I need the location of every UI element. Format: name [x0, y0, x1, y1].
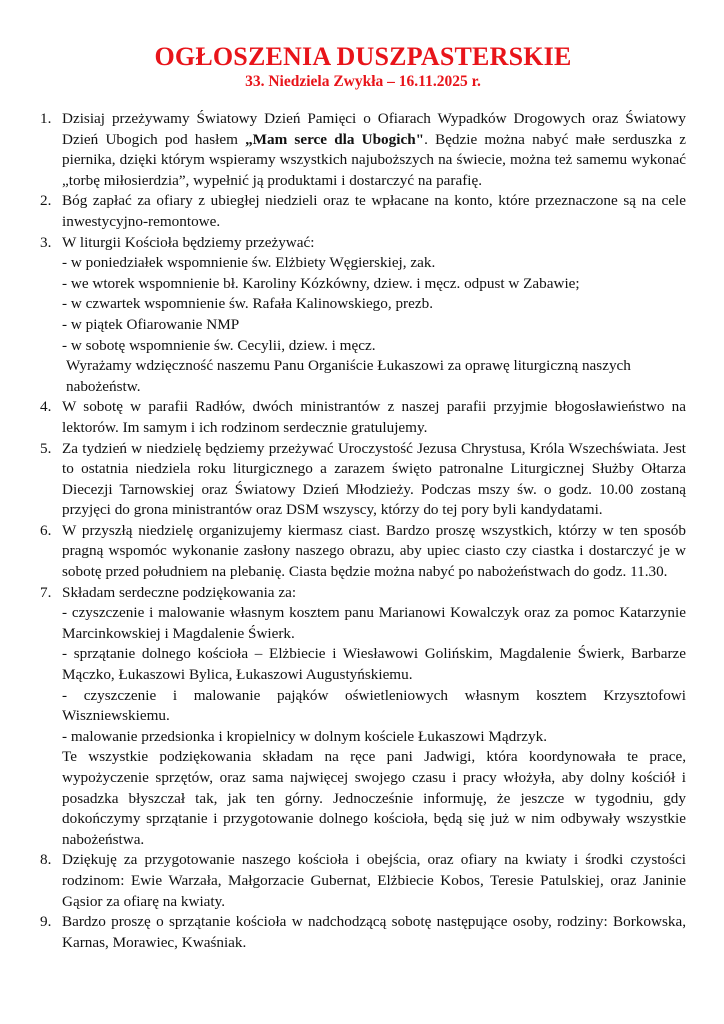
item-text-part: . Będzie można nabyć małe serduszka z piernika, dzięki którym wspieramy wszystkich najuboższych na świecie, można też samemu wykonać „torbę miłosierdzia”, wypełnić ją produktami i dostarczyć na parafię.: [62, 130, 686, 189]
item-text-part: Dzisiaj przeżywamy Światowy Dzień Pamięci o Ofiarach Wypadków Drogowych oraz Światowy Dzień Ubogich pod hasłem: [62, 110, 686, 148]
item-intro: W liturgii Kościoła będziemy przeżywać:: [62, 233, 315, 251]
page-subtitle: 33. Niedziela Zwykła – 16.11.2025 r.: [245, 73, 481, 90]
item-text: W sobotę w parafii Radłów, dwóch ministrantów z naszej parafii przyjmie błogosławieństwo na lektorów. Im samym i ich rodzinom serdecznie gratulujemy.: [62, 398, 686, 436]
liturgy-line: - w czwartek wspomnienie św. Rafała Kalinowskiego, prezb.: [62, 295, 433, 313]
item-text: Bardzo proszę o sprzątanie kościoła w nadchodzącą sobotę następujące osoby, rodziny: Borkowska, Karnas, Morawiec, Kwaśniak.: [62, 913, 686, 951]
list-item: [40, 439, 686, 521]
list-item: [40, 521, 686, 583]
item-number: 3.: [40, 233, 52, 251]
item-number: 9.: [40, 913, 52, 931]
item-number: 5.: [40, 439, 52, 457]
liturgy-line: - w piątek Ofiarowanie NMP: [62, 315, 240, 333]
item-text: [62, 110, 686, 189]
item-number: 6.: [40, 521, 52, 539]
item-text: Za tydzień w niedzielę będziemy przeżywać Uroczystość Jezusa Chrystusa, Króla Wszechświata. Jest to ostatnia niedziela roku liturgicznego a zarazem święto patronalne Liturgicznej Służby Ołtarza Diecezji Tarnowskiej oraz Światowy Dzień Młodzieży. Podczas mszy św. o godz. 10.00 zostaną przyjęci do grona ministrantów oraz DSM wszyscy, którzy do tej pory byli kandydatami.: [62, 439, 686, 519]
item-intro: Składam serdeczne podziękowania za:: [62, 583, 297, 601]
list-item: [40, 850, 686, 912]
item-number: 4.: [40, 398, 52, 416]
list-item: [40, 191, 686, 232]
liturgy-line: - w poniedziałek wspomnienie św. Elżbiety Węgierskiej, zak.: [62, 254, 436, 272]
item-closing: Wyrażamy wdzięczność naszemu Panu Organiście Łukaszowi za oprawę liturgiczną naszych nabożeństw.: [66, 357, 631, 395]
liturgy-line: - w sobotę wspomnienie św. Cecylii, dziew. i męcz.: [62, 336, 376, 354]
item-text: Dziękuję za przygotowanie naszego kościoła i obejścia, oraz ofiary na kwiaty i środki czystości rodzinom: Ewie Warzała, Małgorzacie Gubernat, Elżbiecie Kobos, Teresie Patulskiej, oraz Janinie Gąsior za ofiarę na kwiaty.: [62, 851, 686, 910]
list-item: [40, 233, 686, 398]
item-number: 8.: [40, 851, 52, 869]
campaign-slogan: „Mam serce dla Ubogich": [245, 130, 425, 148]
list-item: [40, 109, 686, 191]
list-item: [40, 912, 686, 953]
item-text: Bóg zapłać za ofiary z ubiegłej niedzieli oraz te wpłacane na konto, które przeznaczone są na cele inwestycyjno-remontowe.: [62, 192, 686, 230]
page-title: OGŁOSZENIA DUSZPASTERSKIE: [154, 42, 572, 71]
thanks-line: - czyszczenie i malowanie własnym kosztem panu Marianowi Kowalczyk oraz za pomoc Katarzynie Marcinkowskiej i Magdalenie Świerk.: [62, 604, 686, 642]
item-number: 7.: [40, 583, 52, 601]
list-item: [40, 397, 686, 438]
item-number: 2.: [40, 192, 52, 210]
item-closing: Te wszystkie podziękowania składam na ręce pani Jadwigi, która koordynowała te prace, wypożyczenie sprzętów, oraz sama najwięcej swojego czasu i pracy włożyła, aby dolny kościół i posadzka błyszczał tak, jak ten górny. Jednocześnie informuję, że jeszcze w tygodniu, gdy dokończymy sprzątanie i przygotowanie dolnego kościoła, będą się już w nim odbywały wszystkie nabożeństwa.: [62, 748, 686, 848]
item-text: W przyszłą niedzielę organizujemy kiermasz ciast. Bardzo proszę wszystkich, którzy w ten sposób pragną wspomóc wykonanie zasłony naszego obrazu, aby upiec ciasto czy ciastka i dostarczyć je w sobotę przed południem na plebanię. Ciasta będzie można nabyć po nabożeństwach do godz. 11.30.: [62, 521, 686, 581]
thanks-line: - malowanie przedsionka i kropielnicy w dolnym kościele Łukaszowi Mądrzyk.: [62, 727, 548, 745]
announcement-list: [40, 109, 686, 953]
liturgy-line: - we wtorek wspomnienie bł. Karoliny Kózkówny, dziew. i męcz. odpust w Zabawie;: [62, 274, 580, 292]
thanks-line: - czyszczenie i malowanie pająków oświetleniowych własnym kosztem Krzysztofowi Wiszniewskiemu.: [62, 686, 686, 725]
list-item: [40, 583, 686, 851]
thanks-line: - sprzątanie dolnego kościoła – Elżbiecie i Wiesławowi Golińskim, Magdalenie Świerk, Barbarze Mączko, Łukaszowi Bylica, Łukaszowi Augustyńskiemu.: [62, 645, 686, 684]
item-number: 1.: [40, 110, 52, 127]
